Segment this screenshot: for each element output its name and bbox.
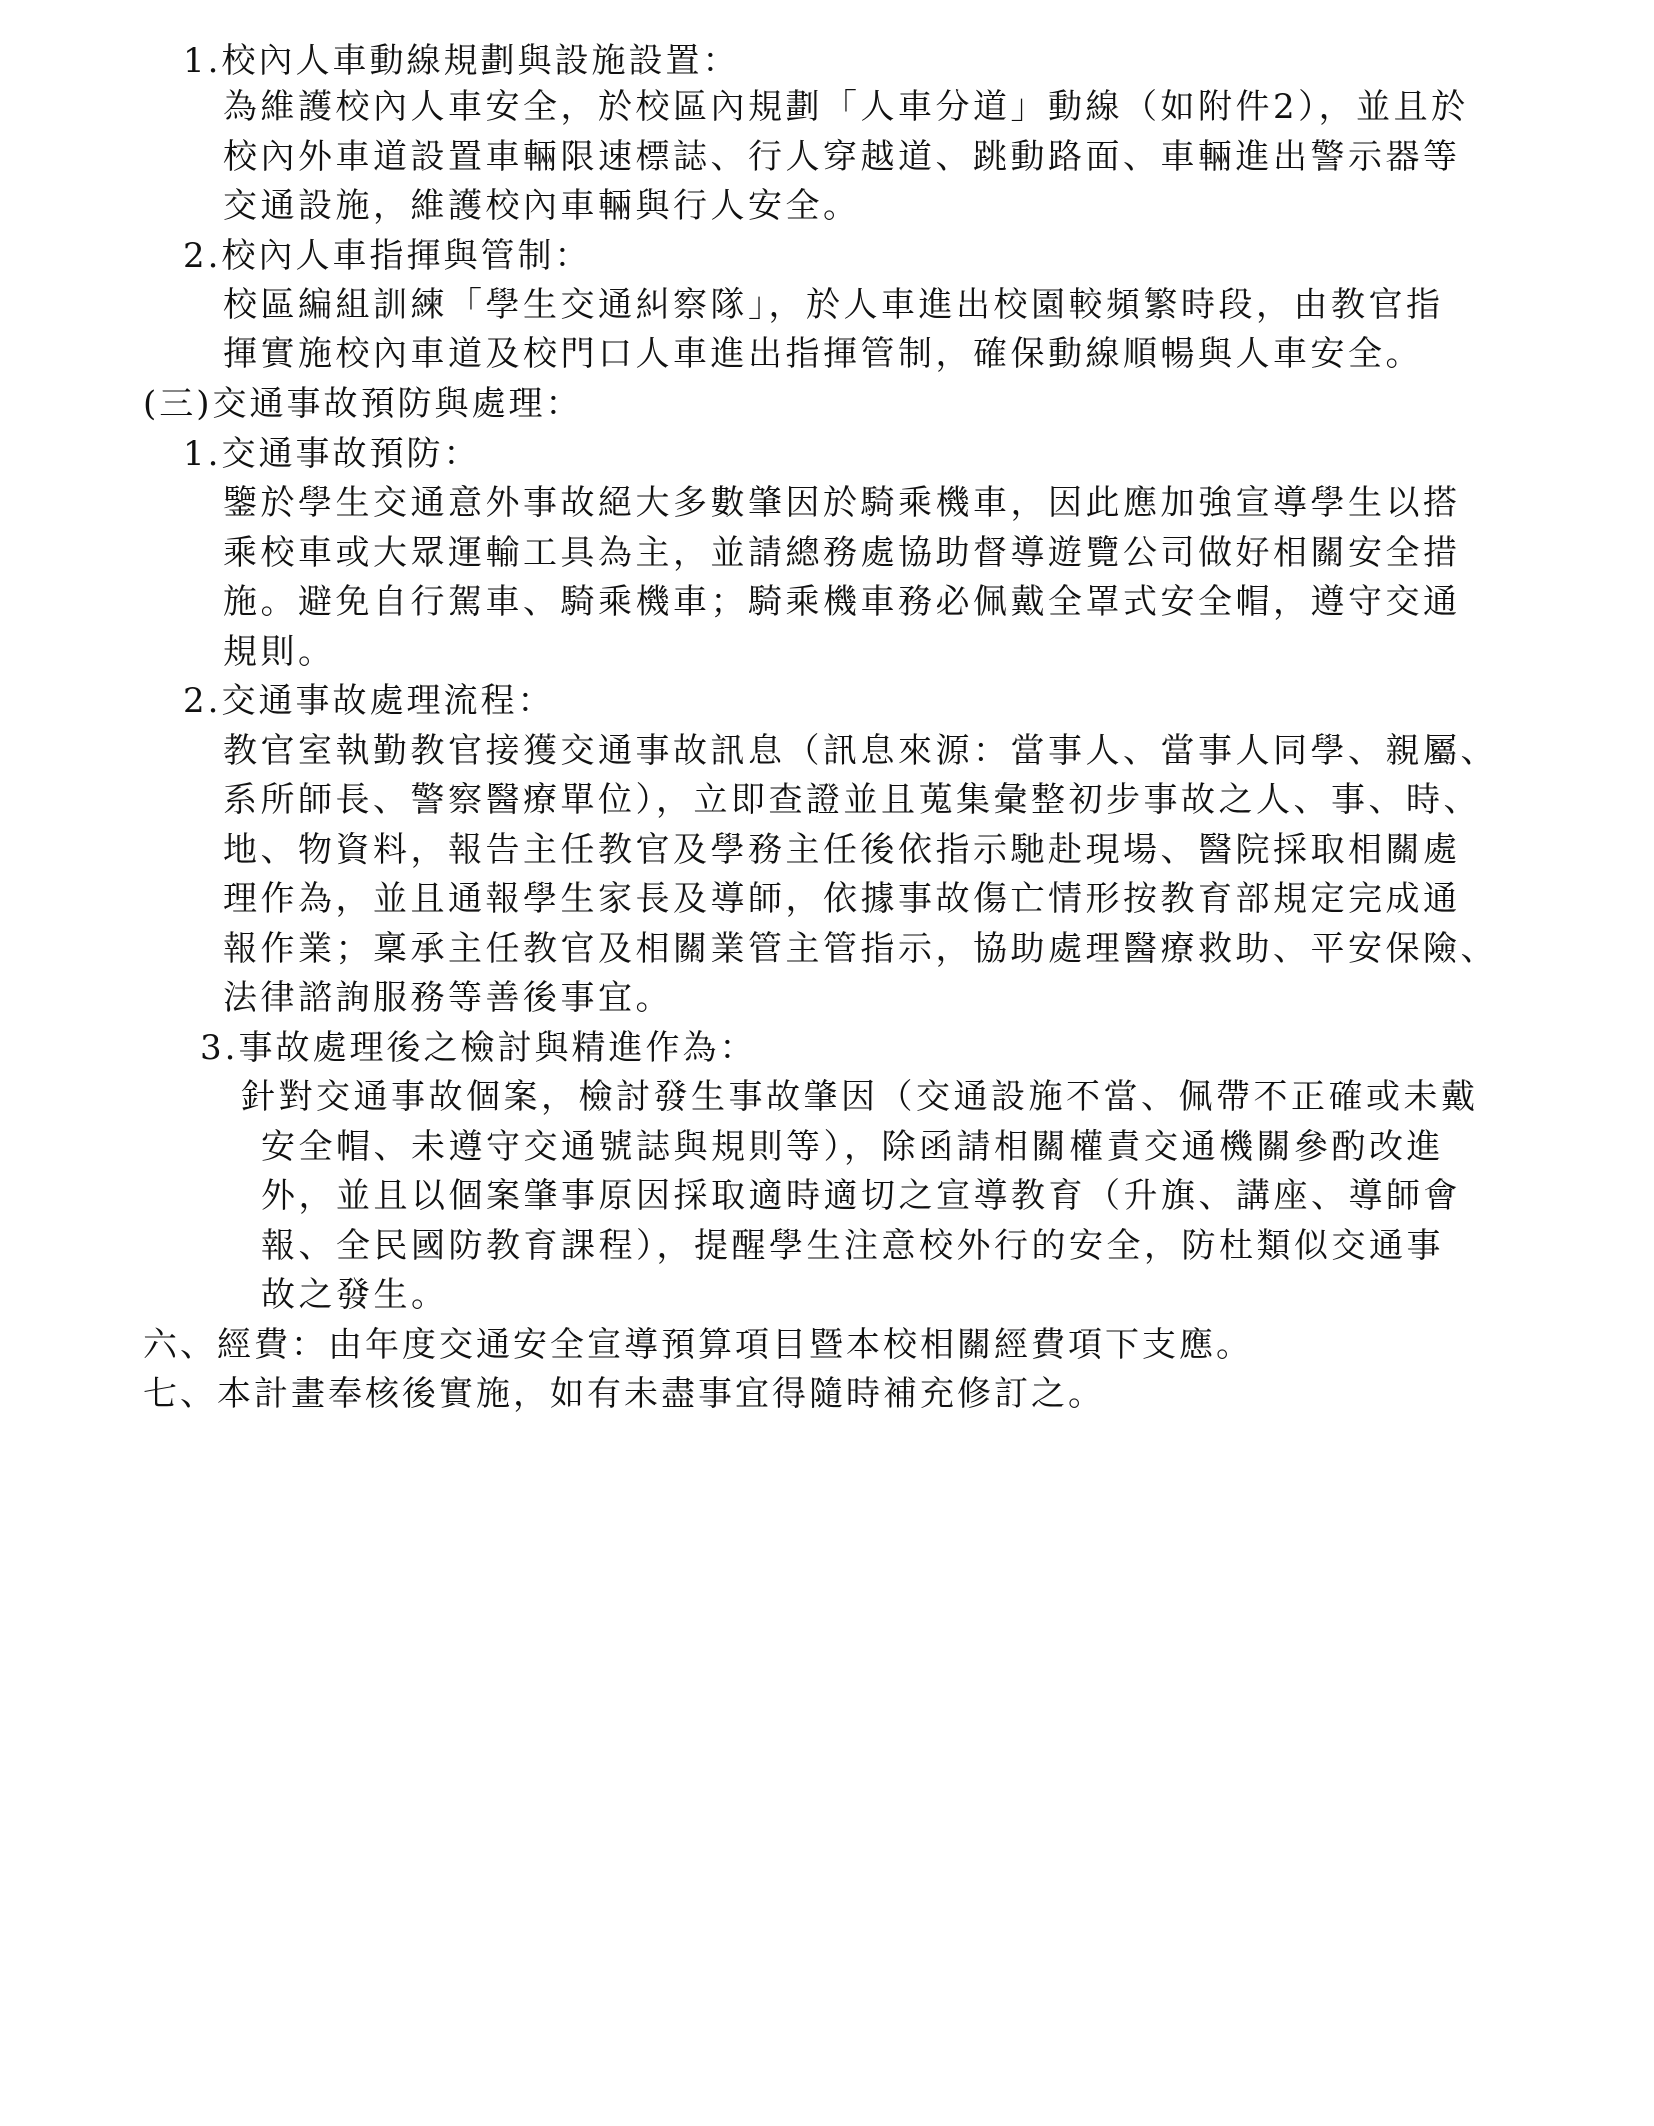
section-3-item-2-line-2: 系所師長、警察醫療單位），立即查證並且蒐集彙整初步事故之人、事、時、: [223, 780, 1481, 820]
section-3-item-2-heading: 2.交通事故處理流程：: [183, 681, 555, 721]
section-3-item-3-heading: 3.事故處理後之檢討與精進作為：: [200, 1028, 757, 1068]
section-3-item-3-line-5: 故之發生。: [261, 1275, 449, 1315]
section-3-item-1-line-3: 施。避免自行駕車、騎乘機車；騎乘機車務必佩戴全罩式安全帽，遵守交通: [223, 582, 1461, 622]
section-3-item-3-line-2: 安全帽、未遵守交通號誌與規則等），除函請相關權責交通機關參酌改進: [261, 1127, 1444, 1167]
item-1-body-line-1: 為維護校內人車安全，於校區內規劃「人車分道」動線（如附件2），並且於: [223, 87, 1469, 127]
item-1-body-line-3: 交通設施，維護校內車輛與行人安全。: [223, 186, 861, 226]
section-3-item-1-heading: 1.交通事故預防：: [183, 434, 481, 474]
section-3-item-1-line-1: 鑒於學生交通意外事故絕大多數肇因於騎乘機車，因此應加強宣導學生以搭: [223, 483, 1461, 523]
section-3-item-3-line-3: 外，並且以個案肇事原因採取適時適切之宣導教育（升旗、講座、導師會: [261, 1176, 1461, 1216]
section-3-item-3-line-1: 針對交通事故個案，檢討發生事故肇因（交通設施不當、佩帶不正確或未戴: [241, 1077, 1479, 1117]
section-6-funding: 六、經費：由年度交通安全宣導預算項目暨本校相關經費項下支應。: [143, 1325, 1253, 1365]
item-1-body-line-2: 校內外車道設置車輛限速標誌、行人穿越道、跳動路面、車輛進出警示器等: [223, 137, 1461, 177]
section-3-item-2-line-4: 理作為，並且通報學生家長及導師，依據事故傷亡情形按教育部規定完成通: [223, 879, 1461, 919]
section-7-implementation: 七、本計畫奉核後實施，如有未盡事宜得隨時補充修訂之。: [143, 1374, 1105, 1414]
section-3-item-2-line-5: 報作業；稟承主任教官及相關業管主管指示，協助處理醫療救助、平安保險、: [223, 929, 1498, 969]
item-2-heading: 2.校內人車指揮與管制：: [183, 236, 592, 276]
section-3-item-2-line-6: 法律諮詢服務等善後事宜。: [223, 978, 673, 1018]
item-2-body-line-1: 校區編組訓練「學生交通糾察隊」，於人車進出校園較頻繁時段，由教官指: [223, 285, 1444, 325]
section-3-item-2-line-3: 地、物資料，報告主任教官及學務主任後依指示馳赴現場、醫院採取相關處: [223, 830, 1461, 870]
item-2-body-line-2: 揮實施校內車道及校門口人車進出指揮管制，確保動線順暢與人車安全。: [223, 334, 1423, 374]
section-3-item-3-line-4: 報、全民國防教育課程），提醒學生注意校外行的安全，防杜類似交通事: [261, 1226, 1444, 1266]
section-3-item-1-line-2: 乘校車或大眾運輸工具為主，並請總務處協助督導遊覽公司做好相關安全措: [223, 533, 1461, 573]
item-1-heading: 1.校內人車動線規劃與設施設置：: [183, 41, 740, 81]
section-3-item-1-line-4: 規則。: [223, 632, 336, 672]
section-3-heading: (三)交通事故預防與處理：: [143, 384, 583, 424]
section-3-item-2-line-1: 教官室執勤教官接獲交通事故訊息（訊息來源：當事人、當事人同學、親屬、: [223, 731, 1498, 771]
